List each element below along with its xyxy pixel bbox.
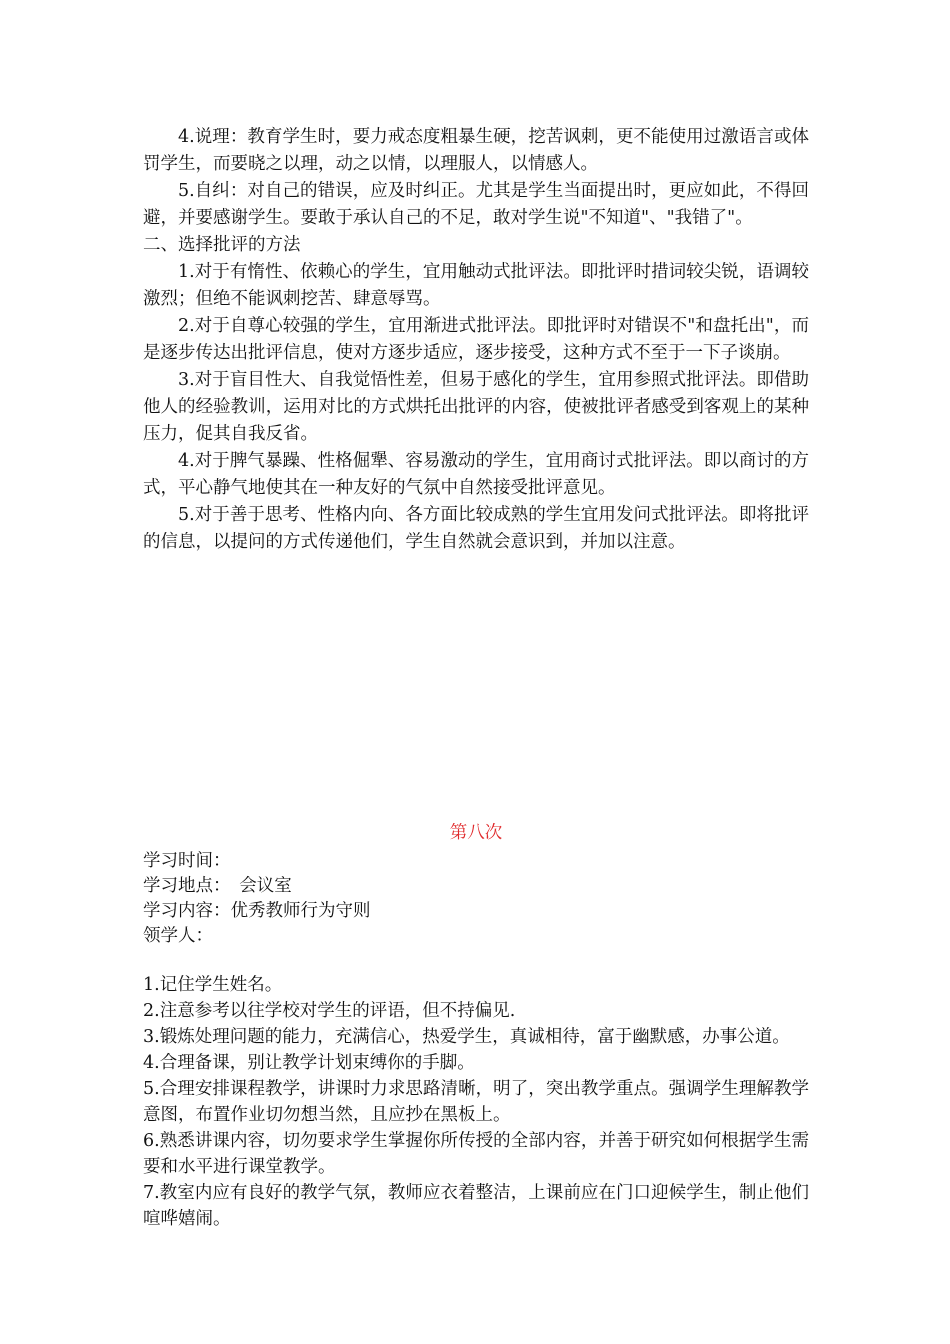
method-item: 2.对于自尊心较强的学生，宜用渐进式批评法。即批评时对错误不"和盘托出"，而是逐步传达出批评信息，使对方逐步适应，逐步接受，这种方式不至于一下子谈崩。 — [143, 316, 809, 363]
rule-item: 6.熟悉讲课内容，切勿要求学生掌握你所传授的全部内容，并善于研究如何根据学生需要和水平进行课堂教学。 — [143, 1131, 809, 1177]
session-section — [143, 820, 809, 1232]
rule-item: 5.合理安排课程教学，讲课时力求思路清晰，明了，突出教学重点。强调学生理解教学意图，布置作业切勿想当然，且应抄在黑板上。 — [143, 1079, 809, 1125]
study-leader-label: 领学人： — [143, 926, 213, 946]
method-item: 1.对于有惰性、依赖心的学生，宜用触动式批评法。即批评时措词较尖锐，语调较激烈；但绝不能讽刺挖苦、肆意辱骂。 — [143, 262, 809, 309]
method-item: 4.对于脾气暴躁、性格倔犟、容易激动的学生，宜用商讨式批评法。即以商讨的方式，平心静气地使其在一种友好的气氛中自然接受批评意见。 — [143, 451, 809, 498]
method-item: 5.对于善于思考、性格内向、各方面比较成熟的学生宜用发问式批评法。即将批评的信息，以提问的方式传递他们，学生自然就会意识到，并加以注意。 — [143, 505, 809, 552]
rule-item: 1.记住学生姓名。 — [143, 975, 283, 995]
rule-item: 4.合理备课，别让教学计划束缚你的手脚。 — [143, 1053, 475, 1073]
study-place-label: 学习地点： 会议室 — [143, 876, 292, 896]
rule-item: 2.注意参考以往学校对学生的评语，但不持偏见. — [143, 1001, 516, 1021]
blank-line — [143, 949, 809, 972]
rule-item: 3.锻炼处理问题的能力，充满信心，热爱学生，真诚相待，富于幽默感，办事公道。 — [143, 1027, 790, 1047]
section-heading-criticism-methods: 二、选择批评的方法 — [143, 235, 301, 255]
study-time-label: 学习时间： — [143, 851, 231, 871]
method-item: 3.对于盲目性大、自我觉悟性差，但易于感化的学生，宜用参照式批评法。即借助他人的经验教训，运用对比的方式烘托出批评的内容，使被批评者感受到客观上的某种压力，促其自我反省。 — [143, 370, 809, 444]
document-top-section — [143, 124, 809, 556]
study-content-label: 学习内容：优秀教师行为守则 — [143, 901, 371, 921]
session-title: 第八次 — [449, 823, 503, 843]
rule-item: 7.教室内应有良好的教学气氛，教师应衣着整洁，上课前应在门口迎候学生，制止他们喧哗嬉闹。 — [143, 1183, 809, 1229]
paragraph-reasoning: 4.说理：教育学生时，要力戒态度粗暴生硬，挖苦讽刺，更不能使用过激语言或体罚学生，而要晓之以理，动之以情，以理服人，以情感人。 — [143, 127, 809, 174]
paragraph-self-correction: 5.自纠：对自己的错误，应及时纠正。尤其是学生当面提出时，更应如此，不得回避，并要感谢学生。要敢于承认自己的不足，敢对学生说"不知道"、"我错了"。 — [143, 181, 809, 228]
